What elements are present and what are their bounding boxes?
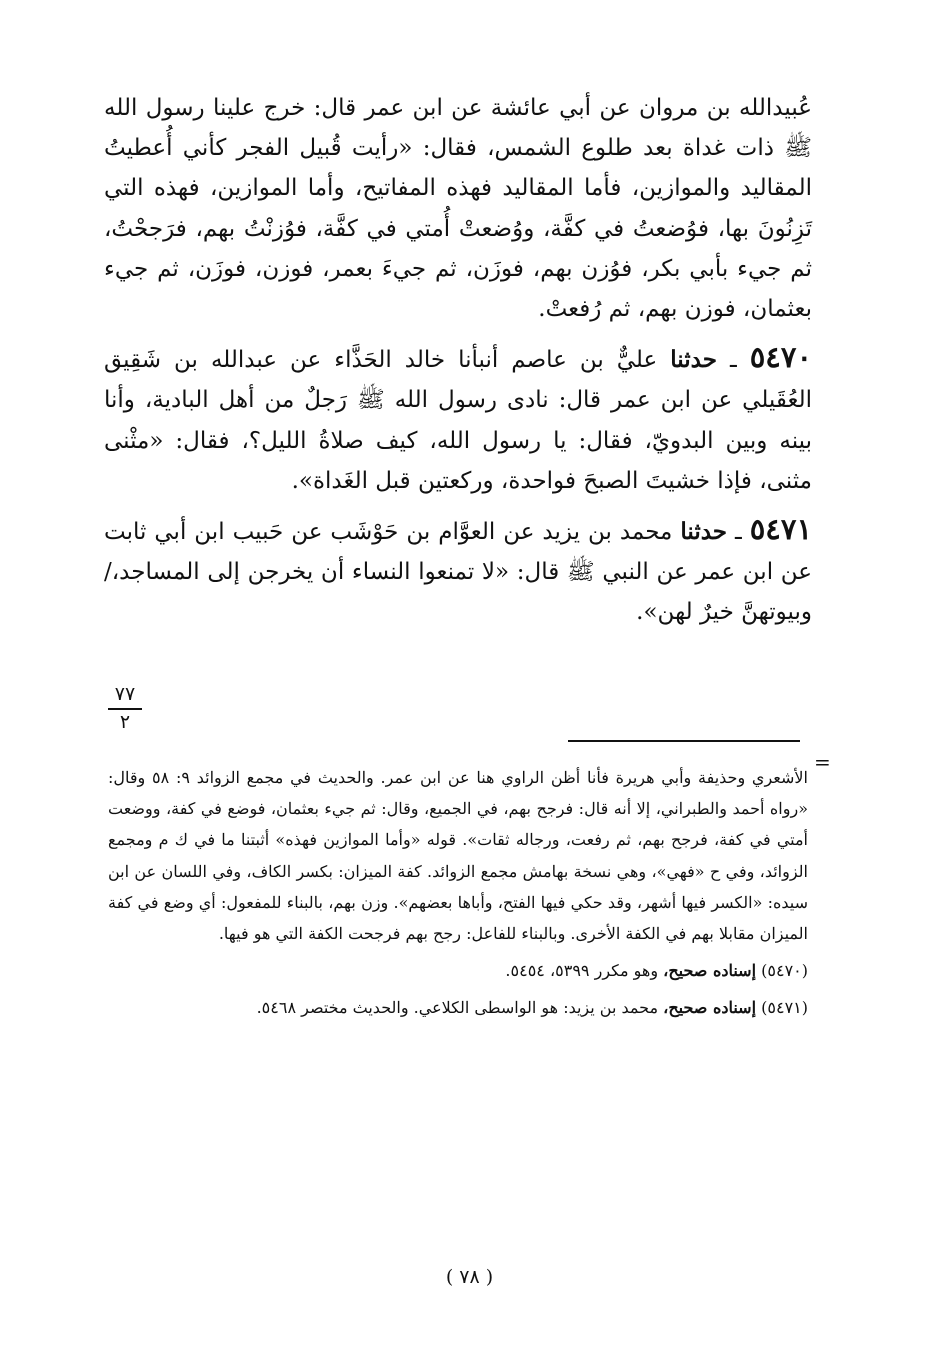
continuation-paragraph	[104, 88, 812, 329]
continuation-mark: =	[814, 750, 831, 774]
margin-note-bar	[108, 708, 142, 710]
footnote-label: إسناده صحيح،	[663, 961, 757, 981]
hadith-label: حدثنا	[680, 518, 728, 546]
footnote-continuation	[108, 762, 808, 949]
footnote-text: محمد بن يزيد: هو الواسطى الكلاعي. والحديث مختصر ٥٤٦٨.	[256, 998, 659, 1018]
hadith-number: ٥٤٧١	[749, 512, 813, 547]
footnotes	[108, 762, 808, 1024]
footnote-5470	[108, 955, 808, 986]
hadith-5471	[104, 509, 812, 633]
main-text	[104, 88, 812, 633]
hadith-dash: ـ	[729, 347, 737, 374]
hadith-dash: ـ	[735, 519, 742, 546]
hadith-number: ٥٤٧٠	[749, 340, 813, 375]
margin-volume-note	[108, 684, 142, 732]
hadith-text: عليٌّ بن عاصم أنبأنا خالد الحَذَّاء عن عبدالله بن شَقِيق العُقَيلي عن ابن عمر قال: نادى رسول الله ﷺ رَجلٌ من أهل البادية، وأنا بينه وبين البدويّ، فقال: يا رسول الله، كيف صلاةُ الليل؟، فقال: «مثْنى مثنى، فإذا خشيتَ الصبحَ فواحدة، وركعتين قبل الغَداة».	[104, 347, 812, 494]
continuation-text: عُبيدالله بن مروان عن أبي عائشة عن ابن عمر قال: خرج علينا رسول الله ﷺ ذات غداة بعد طلوع الشمس، فقال: «رأيت قُبيل الفجر كأني أُعطيتُ المقاليد والموازين، فأما المقاليد فهذه المفاتيح، وأما الموازين، فهذه التي تَزِنُونَ بها، فوُضعتُ في كفَّة، ووُضعتْ أُمتي في كفَّة، فوُزنْتُ بهم، فرَجحْتُ، ثم جيء بأبي بكر، فوُزن بهم، فوزَن، ثم جيءَ بعمر، فوزن، فوزَن، ثم جيء بعثمان، فوزن بهم، ثم رُفعتْ.	[104, 95, 812, 323]
hadith-label: حدثنا	[670, 346, 717, 374]
page-number: ( ٧٨ )	[445, 1266, 494, 1288]
margin-note-top: ٧٧	[114, 683, 136, 705]
margin-note-bottom: ٢	[119, 710, 131, 733]
hadith-text: محمد بن يزيد عن العوَّام بن حَوْشَب عن حَبيب ابن أبي ثابت عن ابن عمر عن النبي ﷺ قال: «لا تمنعوا النساء أن يخرجن إلى المساجد،/ وبيوتهنَّ خيرٌ لهن».	[104, 519, 812, 626]
footnote-label: إسناده صحيح،	[663, 998, 757, 1018]
footnote-text: وهو مكرر ٥٣٩٩، ٥٤٥٤.	[505, 961, 659, 981]
footnote-divider	[568, 740, 800, 742]
footnote-text: الأشعري وحذيفة وأبي هريرة فأنا أظن الراوي هنا عن ابن عمر. والحديث في مجمع الزوائد ٩: ٥٨ وقال: «رواه أحمد والطبراني، إلا أنه قال: فرجح بهم، في الجميع، وقال: ثم جيء بعثمان، فوضع في كفة، ووضعت أمتي في كفة، فرجح بهم، ثم رفعت، ورجاله ثقات». قوله «وأما الموازين فهذه» أثبتنا ما في ك م ومجمع الزوائد، وفي ح «فهي»، وهي نسخة بهامش مجمع الزوائد. كفة الميزان: بكسر الكاف، وفي اللسان عن ابن سيده: «الكسر فيها أشهر، وقد حكي فيها الفتح، وأباها بعضهم». وزن بهم، بالبناء للمفعول: أي وضع في كفة الميزان مقابلا بهم في الكفة الأخرى. وبالبناء للفاعل: رجح بهم فرجحت الكفة التي هو فيها.	[108, 768, 809, 944]
hadith-5470	[104, 337, 812, 501]
footnote-ref: (٥٤٧١)	[761, 998, 808, 1018]
footnote-ref: (٥٤٧٠)	[761, 961, 808, 981]
footnote-5471	[108, 992, 808, 1023]
